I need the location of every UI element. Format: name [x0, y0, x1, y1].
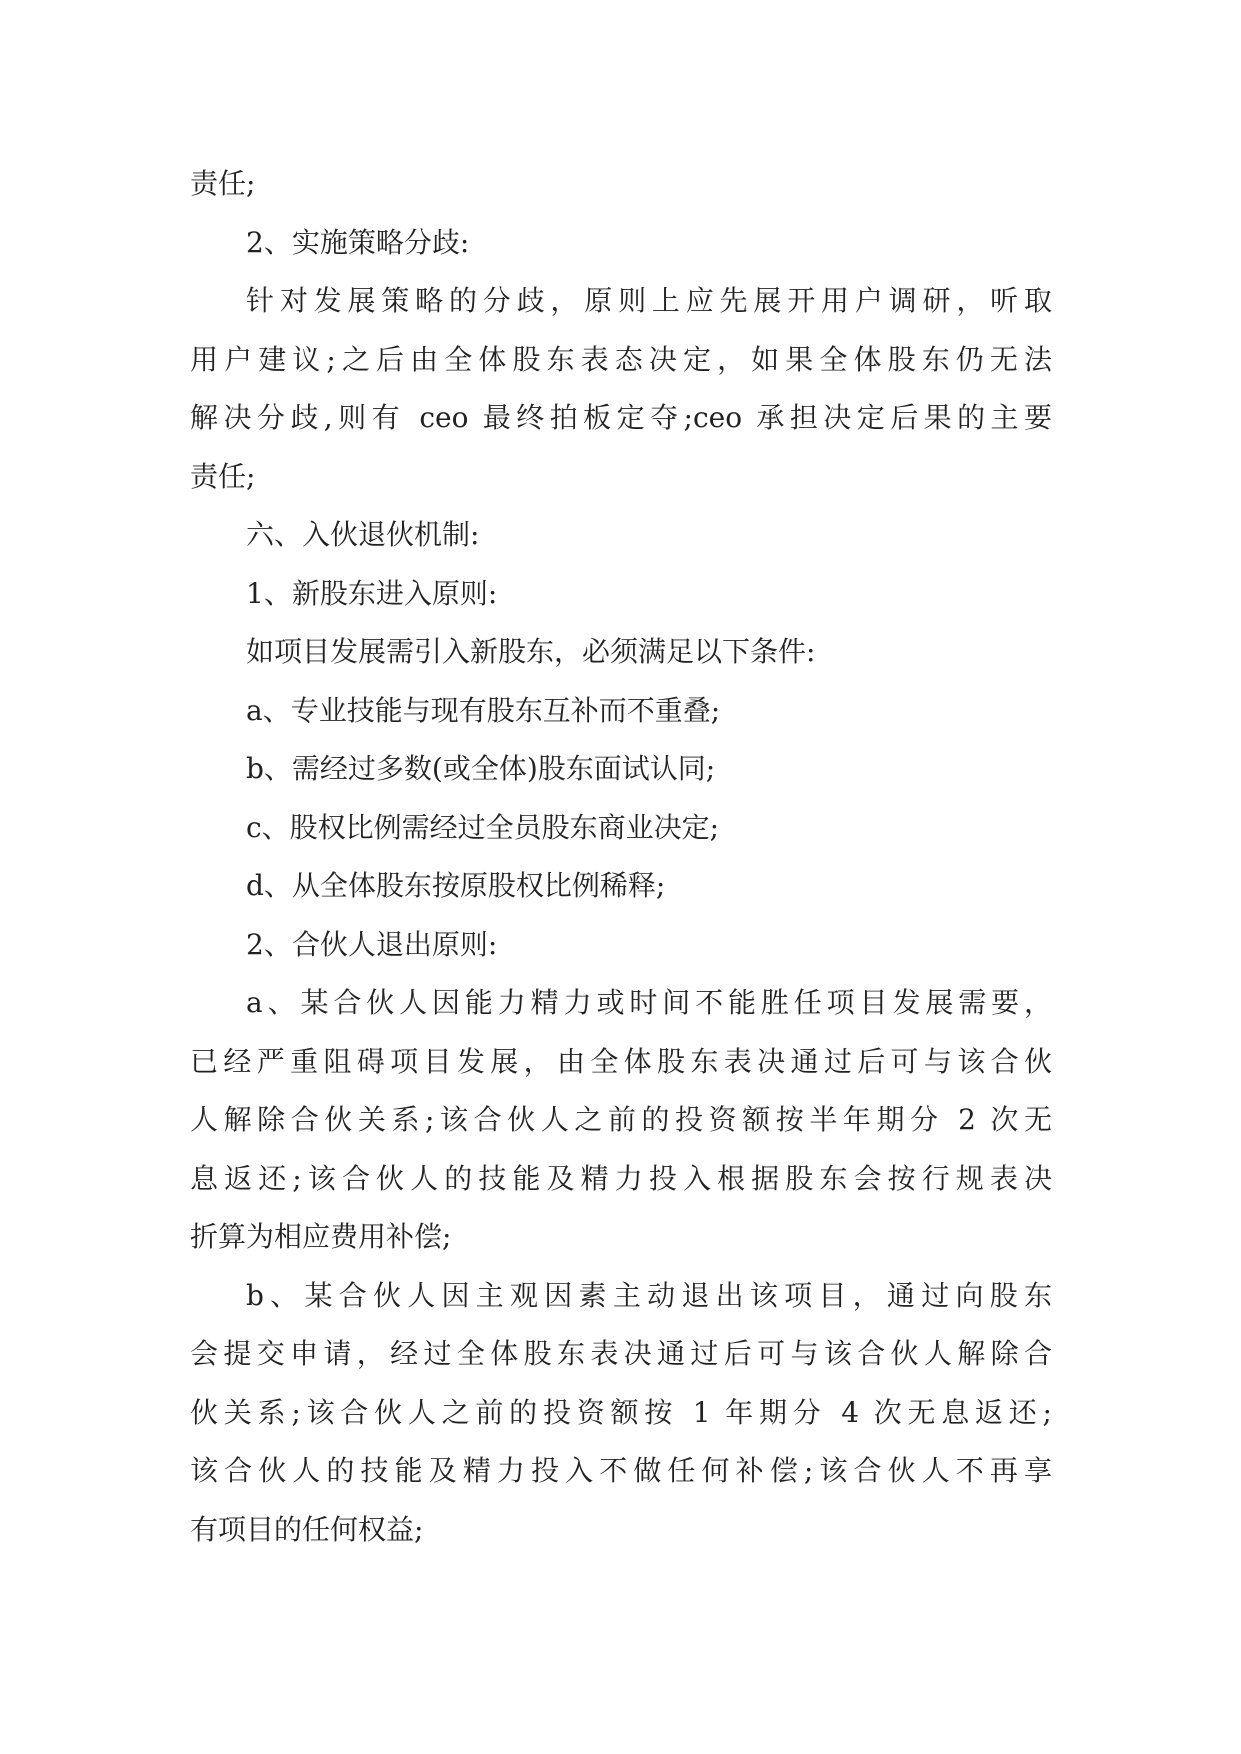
- text-line: 2、实施策略分歧:: [246, 225, 470, 259]
- paragraph: [190, 574, 1052, 633]
- text-line: 如项目发展需引入新股东，必须满足以下条件:: [246, 635, 816, 668]
- text-line: 会提交申请，经过全体股东表决通过后可与该合伙人解除合: [190, 1337, 1052, 1370]
- text-line: 2、合伙人退出原则:: [246, 927, 498, 961]
- text-line: 该合伙人的技能及精力投入不做任何补偿;该合伙人不再享: [190, 1454, 1052, 1487]
- text-line: 有项目的任何权益;: [190, 1512, 424, 1546]
- paragraph: [190, 983, 1052, 1276]
- text-line: 六、入伙退伙机制:: [246, 518, 480, 551]
- text-line: 折算为相应费用补偿;: [190, 1220, 452, 1253]
- text-line: 针对发展策略的分歧，原则上应先展开用户调研，听取: [246, 284, 1052, 317]
- paragraph: [190, 691, 1052, 750]
- paragraph: [190, 515, 1052, 574]
- text-line: b、某合伙人因主观因素主动退出该项目，通过向股东: [246, 1278, 1052, 1312]
- text-line: 1、新股东进入原则:: [246, 576, 498, 610]
- paragraph: [190, 925, 1052, 984]
- paragraph: [190, 808, 1052, 867]
- paragraph: [190, 866, 1052, 925]
- text-line: 解决分歧,则有 ceo 最终拍板定夺;ceo 承担决定后果的主要: [190, 401, 1052, 434]
- paragraph: [190, 632, 1052, 691]
- text-line: 责任;: [190, 167, 256, 200]
- text-line: b、需经过多数(或全体)股东面试认同;: [246, 752, 716, 785]
- text-line: a、某合伙人因能力精力或时间不能胜任项目发展需要，: [246, 986, 1052, 1019]
- paragraph: [190, 164, 1052, 223]
- paragraph: [190, 1276, 1052, 1569]
- text-line: a、专业技能与现有股东互补而不重叠;: [246, 693, 721, 727]
- text-line: 人解除合伙关系;该合伙人之前的投资额按半年期分 2 次无: [190, 1103, 1052, 1136]
- paragraph: [190, 749, 1052, 808]
- paragraph: [190, 223, 1052, 282]
- text-line: 责任;: [190, 459, 256, 493]
- text-line: 用户建议;之后由全体股东表态决定，如果全体股东仍无法: [190, 342, 1052, 376]
- text-line: 息返还;该合伙人的技能及精力投入根据股东会按行规表决: [190, 1161, 1052, 1195]
- text-line: c、股权比例需经过全员股东商业决定;: [246, 810, 720, 844]
- document-body: [190, 164, 1052, 1568]
- paragraph: [190, 281, 1052, 515]
- text-line: d、从全体股东按原股权比例稀释;: [246, 869, 666, 902]
- text-line: 伙关系;该合伙人之前的投资额按 1 年期分 4 次无息返还;: [190, 1395, 1052, 1429]
- text-line: 已经严重阻碍项目发展，由全体股东表决通过后可与该合伙: [190, 1044, 1052, 1078]
